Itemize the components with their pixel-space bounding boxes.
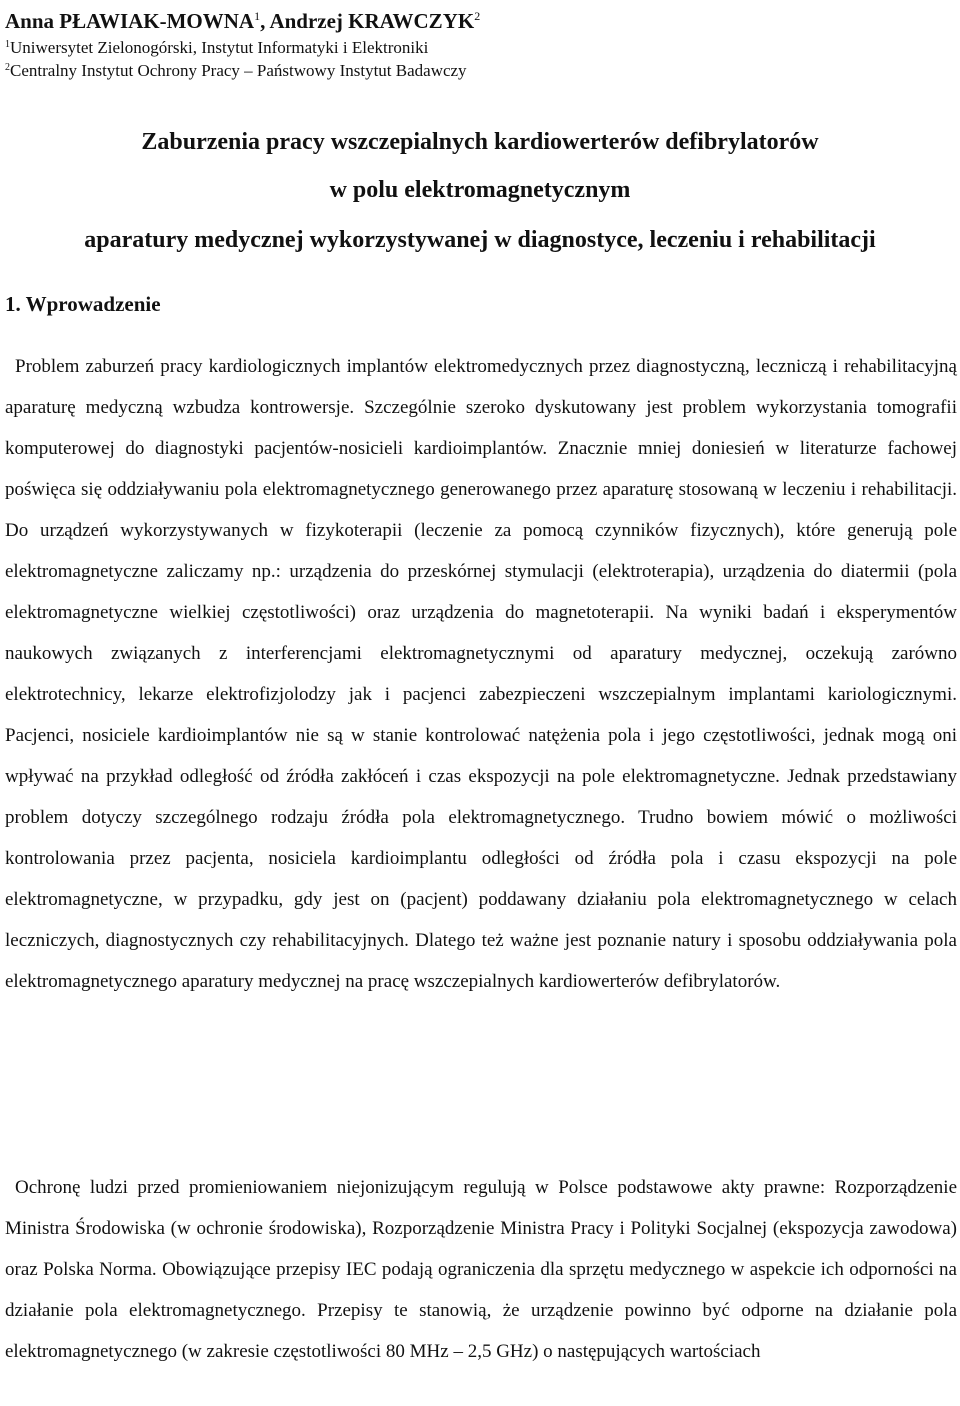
authors-main: Anna PŁAWIAK-MOWNA — [5, 9, 255, 33]
affiliation-1 — [5, 34, 428, 59]
paper-title-line-3: aparatury medycznej wykorzystywanej w diagnostyce, leczeniu i rehabilitacji — [84, 227, 876, 253]
affiliation-2-superscript: 2 — [5, 62, 10, 73]
affiliation-2 — [5, 57, 467, 82]
affiliation-1-superscript: 1 — [5, 39, 10, 50]
affiliation-1-text: Uniwersytet Zielonogórski, Instytut Informatyki i Elektroniki — [10, 38, 429, 57]
paper-title-line-1: Zaburzenia pracy wszczepialnych kardiowerterów defibrylatorów — [141, 129, 819, 155]
affiliation-2-text: Centralny Instytut Ochrony Pracy – Państwowy Instytut Badawczy — [10, 61, 467, 80]
author-2-superscript: 2 — [474, 9, 481, 23]
paper-title-line-2: w polu elektromagnetycznym — [329, 177, 631, 203]
authors-second: , Andrzej KRAWCZYK — [260, 9, 475, 33]
author-1-superscript: 1 — [254, 9, 261, 23]
body-paragraph-2: Ochronę ludzi przed promieniowaniem niejonizującym regulują w Polsce podstawowe akty prawne: Rozporządzenie Ministra Środowiska (w ochronie środowiska), Rozporządzenie Ministra Pracy i Polityki Socjalnej (ekspozycja zawodowa) oraz Polska Norma. Obowiązujące przepisy IEC podają ograniczenia dla sprzętu medycznego w aspekcie ich odporności na działanie pola elektromagnetycznego. Przepisy te stanowią, że urządzenie powinno być odporne na działanie pola elektromagnetycznego (w zakresie częstotliwości 80 MHz – 2,5 GHz) o następujących wartościach — [5, 1177, 957, 1362]
authors-line — [5, 2, 480, 35]
body-paragraph-1: Problem zaburzeń pracy kardiologicznych implantów elektromedycznych przez diagnostyczną, leczniczą i rehabilitacyjną aparaturę medyczną wzbudza kontrowersje. Szczególnie szeroko dyskutowany jest problem wykorzystania tomografii komputerowej do diagnostyki pacjentów-nosicieli kardioimplantów. Znacznie mniej doniesień w literaturze fachowej poświęca się oddziaływaniu pola elektromagnetycznego generowanego przez aparaturę stosowaną w leczeniu i rehabilitacji. Do urządzeń wykorzystywanych w fizykoterapii (leczenie za pomocą czynników fizycznych), które generują pole elektromagnetyczne zaliczamy np.: urządzenia do przeskórnej stymulacji (elektroterapia), urządzenia do diatermii (pola elektromagnetyczne wielkiej częstotliwości) oraz urządzenia do magnetoterapii. Na wyniki badań i eksperymentów naukowych związanych z interferencjami elektromagnetycznymi od aparatury medycznej, oczekują zarówno elektrotechnicy, lekarze elektrofizjolodzy jak i pacjenci zabezpieczeni wszczepialnym implantami kariologicznymi. Pacjenci, nosiciele kardioimplantów nie są w stanie kontrolować natężenia pola i jego częstotliwości, jednak mogą oni wpływać na przykład odległość od źródła zakłóceń i czas ekspozycji na pole elektromagnetyczne. Jednak przedstawiany problem dotyczy szczególnego rodzaju źródła pola elektromagnetycznego. Trudno bowiem mówić o możliwości kontrolowania przez pacjenta, nosiciela kardioimplantu odległości od źródła pola i czasu ekspozycji na pole elektromagnetyczne, w przypadku, gdy jest on (pacjent) poddawany działaniu pola elektromagnetycznego w celach leczniczych, diagnostycznych czy rehabilitacyjnych. Dlatego też ważne jest poznanie natury i sposobu oddziaływania pola elektromagnetycznego aparatury medycznej na pracę wszczepialnych kardiowerterów defibrylatorów. — [5, 356, 957, 992]
section-heading: 1. Wprowadzenie — [5, 292, 161, 316]
